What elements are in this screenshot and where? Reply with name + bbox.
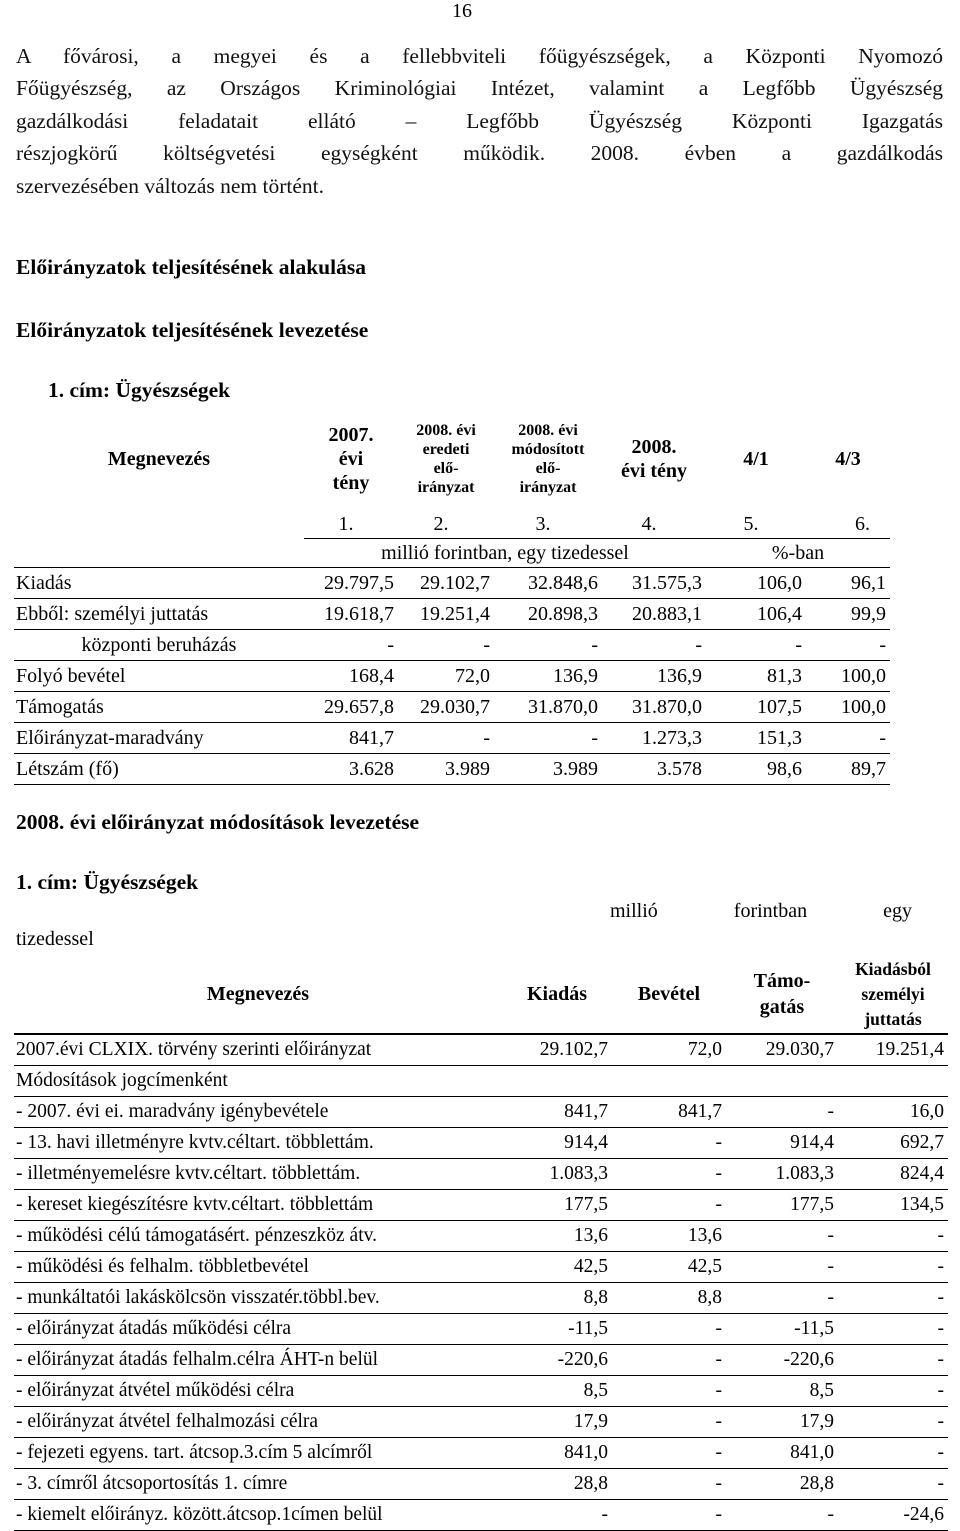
cell-value: 8,8 — [612, 1283, 726, 1314]
cell-value: - — [726, 1283, 838, 1314]
intro-line-text: Főügyészség, az Országos Kriminológiai Intézet, valamint a Legfőbb Ügyészség — [16, 76, 943, 101]
unit-note — [610, 900, 912, 923]
col-number: 1. — [304, 510, 398, 539]
unit-word: millió — [610, 900, 658, 922]
cell-value: 99,9 — [806, 599, 890, 630]
unit-label-percent: %-ban — [706, 539, 890, 568]
cell-value: - — [838, 1283, 948, 1314]
header-personal-expenses: Kiadásból személyi juttatás — [838, 955, 948, 1034]
row-label: Létszám (fő) — [14, 754, 304, 785]
cell-value: 32.848,6 — [494, 568, 602, 599]
col-number: 2. — [398, 510, 494, 539]
column-number-row — [14, 510, 890, 539]
table-row — [14, 1345, 948, 1376]
cell-value: - — [494, 723, 602, 754]
cell-value: 841,7 — [502, 1097, 612, 1128]
cell-value: 29.102,7 — [502, 1034, 612, 1066]
intro-line-text: részjogkörű költségvetési egységként működik. 2008. évben a gazdálkodás — [16, 141, 943, 166]
cell-value: -11,5 — [726, 1314, 838, 1345]
cell-value: -24,6 — [838, 1500, 948, 1531]
table-row — [14, 1314, 948, 1345]
unit-note-continued: tizedessel — [16, 928, 94, 950]
table-row — [14, 723, 890, 754]
intro-line-text: A fővárosi, a megyei és a fellebbviteli főügyészségek, a Központi Nyomozó — [16, 44, 943, 68]
row-label: Támogatás — [14, 692, 304, 723]
unit-row — [14, 539, 890, 568]
table-row — [14, 661, 890, 692]
table-row — [14, 1500, 948, 1531]
cell-value: - — [612, 1376, 726, 1407]
cell-value: 1.273,3 — [602, 723, 706, 754]
unit-label-million: millió forintban, egy tizedessel — [304, 539, 706, 568]
intro-line-text: gazdálkodási feladatait ellátó – Legfőbb Ügyészség Központi Igazgatás — [16, 108, 943, 133]
row-label: - 13. havi illetményre kvtv.céltart. többlettám. — [14, 1128, 502, 1159]
cell-value: 81,3 — [706, 661, 806, 692]
table-row — [14, 1407, 948, 1438]
cell-value: 134,5 — [838, 1190, 948, 1221]
row-label: - fejezeti egyens. tart. átcsop.3.cím 5 alcímről — [14, 1438, 502, 1469]
col-number: 3. — [494, 510, 602, 539]
row-label: - illetményemelésre kvtv.céltart. többlettám. — [14, 1159, 502, 1190]
cell-value: 3.578 — [602, 754, 706, 785]
cell-value: 17,9 — [726, 1407, 838, 1438]
cell-value: -220,6 — [502, 1345, 612, 1376]
cell-value: -11,5 — [502, 1314, 612, 1345]
cell-value: 17,9 — [502, 1407, 612, 1438]
cell-value: - — [612, 1314, 726, 1345]
cell-value: 106,4 — [706, 599, 806, 630]
heading-appropriations-performance: Előirányzatok teljesítésének alakulása — [16, 255, 366, 279]
row-label: - előirányzat átadás felhalm.célra ÁHT-n belül — [14, 1345, 502, 1376]
cell-value: 168,4 — [304, 661, 398, 692]
cell-value: 19.251,4 — [398, 599, 494, 630]
heading-appropriations-derivation: Előirányzatok teljesítésének levezetése — [16, 318, 369, 342]
cell-value: 914,4 — [726, 1128, 838, 1159]
cell-value: - — [612, 1159, 726, 1190]
col-number: 6. — [806, 510, 890, 539]
cell-value: - — [398, 723, 494, 754]
table-row — [14, 692, 890, 723]
cell-value: - — [838, 1469, 948, 1500]
cell-value: 1.083,3 — [726, 1159, 838, 1190]
col-number: 5. — [706, 510, 806, 539]
unit-word: egy — [883, 900, 912, 922]
cell-value: - — [612, 1407, 726, 1438]
row-label: 2007.évi CLXIX. törvény szerinti előirányzat — [14, 1034, 502, 1066]
cell-value: 16,0 — [838, 1097, 948, 1128]
cell-value: - — [612, 1469, 726, 1500]
cell-value: 29.657,8 — [304, 692, 398, 723]
header-name: Megnevezés — [107, 448, 211, 470]
cell-value: -220,6 — [726, 1345, 838, 1376]
header-2008-modified: 2008. évi módosított elő- irányzat — [511, 422, 585, 496]
cell-value: 100,0 — [806, 692, 890, 723]
appropriations-performance-table — [14, 408, 890, 785]
cell-value: 19.251,4 — [838, 1034, 948, 1066]
cell-value: 19.618,7 — [304, 599, 398, 630]
cell-value: 841,0 — [726, 1438, 838, 1469]
cell-value: - — [304, 630, 398, 661]
header-2007-fact: 2007. évi tény — [328, 424, 374, 494]
cell-value: 1.083,3 — [502, 1159, 612, 1190]
cell-value: 8,8 — [502, 1283, 612, 1314]
table-row — [14, 754, 890, 785]
cell-value: 8,5 — [502, 1376, 612, 1407]
cell-value: - — [602, 630, 706, 661]
cell-value: 841,0 — [502, 1438, 612, 1469]
cell-value: 29.030,7 — [726, 1034, 838, 1066]
cell-value: 824,4 — [838, 1159, 948, 1190]
table-row — [14, 1469, 948, 1500]
row-label: - működési és felhalm. többletbevétel — [14, 1252, 502, 1283]
cell-value: - — [838, 1252, 948, 1283]
header-subsidy: Támo- gatás — [726, 955, 838, 1034]
row-label: Előirányzat-maradvány — [14, 723, 304, 754]
cell-value: - — [612, 1128, 726, 1159]
cell-value: 841,7 — [612, 1097, 726, 1128]
cell-value: 42,5 — [502, 1252, 612, 1283]
cell-value: - — [612, 1345, 726, 1376]
table-row — [14, 1128, 948, 1159]
cell-value: - — [706, 630, 806, 661]
table-row — [14, 568, 890, 599]
cell-value: 3.989 — [494, 754, 602, 785]
cell-value: 841,7 — [304, 723, 398, 754]
cell-value — [612, 1066, 726, 1097]
cell-value: - — [726, 1221, 838, 1252]
cell-value: 3.989 — [398, 754, 494, 785]
row-label: - munkáltatói lakáskölcsön visszatér.többl.bev. — [14, 1283, 502, 1314]
cell-value: - — [726, 1500, 838, 1531]
cell-value: 692,7 — [838, 1128, 948, 1159]
row-label: - kiemelt előirányz. között.átcsop.1címen belül — [14, 1500, 502, 1531]
cell-value: - — [838, 1407, 948, 1438]
cell-value: 13,6 — [502, 1221, 612, 1252]
cell-value: 151,3 — [706, 723, 806, 754]
cell-value: 29.797,5 — [304, 568, 398, 599]
table-row — [14, 1283, 948, 1314]
unit-word: forintban — [733, 900, 808, 922]
cell-value: 31.870,0 — [602, 692, 706, 723]
row-label: Módosítások jogcímenként — [14, 1066, 502, 1097]
header-expenditure: Kiadás — [502, 955, 612, 1034]
cell-value: 20.883,1 — [602, 599, 706, 630]
cell-value: 72,0 — [398, 661, 494, 692]
cell-value: - — [612, 1190, 726, 1221]
cell-value: 89,7 — [806, 754, 890, 785]
intro-paragraph — [16, 40, 943, 202]
cell-value: 29.030,7 — [398, 692, 494, 723]
cell-value: - — [838, 1438, 948, 1469]
table-row — [14, 630, 890, 661]
intro-line — [16, 137, 943, 169]
cell-value: - — [838, 1314, 948, 1345]
heading-modifications: 2008. évi előirányzat módosítások levezetése — [16, 810, 420, 834]
cell-value — [726, 1066, 838, 1097]
modifications-table — [14, 955, 948, 1531]
intro-line — [16, 40, 943, 72]
row-label: - előirányzat átvétel felhalmozási célra — [14, 1407, 502, 1438]
row-label: - előirányzat átadás működési célra — [14, 1314, 502, 1345]
table-row — [14, 1221, 948, 1252]
cell-value: 13,6 — [612, 1221, 726, 1252]
intro-line — [16, 105, 943, 137]
cell-value: 100,0 — [806, 661, 890, 692]
cell-value: - — [838, 1221, 948, 1252]
header-ratio-4-1: 4/1 — [743, 448, 769, 470]
cell-value: - — [726, 1252, 838, 1283]
cell-value: 31.575,3 — [602, 568, 706, 599]
header-ratio-4-3: 4/3 — [835, 448, 861, 470]
header-name: Megnevezés — [14, 955, 502, 1034]
intro-line: szervezésében változás nem történt. — [16, 173, 325, 198]
cell-value: - — [612, 1438, 726, 1469]
row-label: - működési célú támogatásért. pénzeszköz átv. — [14, 1221, 502, 1252]
row-label: Kiadás — [14, 568, 304, 599]
cell-value: 177,5 — [502, 1190, 612, 1221]
row-label: - 2007. évi ei. maradvány igénybevétele — [14, 1097, 502, 1128]
header-2008-original: 2008. évi eredeti elő- irányzat — [416, 422, 476, 496]
cell-value: 72,0 — [612, 1034, 726, 1066]
row-label: Ebből: személyi juttatás — [14, 599, 304, 630]
cell-value: 96,1 — [806, 568, 890, 599]
row-label: - 3. címről átcsoportosítás 1. címre — [14, 1469, 502, 1500]
table-row — [14, 1190, 948, 1221]
cell-value: 28,8 — [502, 1469, 612, 1500]
section-title-2: 1. cím: Ügyészségek — [16, 870, 199, 894]
cell-value: - — [502, 1500, 612, 1531]
cell-value: 42,5 — [612, 1252, 726, 1283]
cell-value: 136,9 — [494, 661, 602, 692]
table-row — [14, 599, 890, 630]
cell-value: 29.102,7 — [398, 568, 494, 599]
cell-value: 20.898,3 — [494, 599, 602, 630]
cell-value: 106,0 — [706, 568, 806, 599]
cell-value — [838, 1066, 948, 1097]
cell-value: - — [806, 630, 890, 661]
table-row — [14, 1438, 948, 1469]
section-title-1: 1. cím: Ügyészségek — [48, 378, 231, 402]
row-label: - előirányzat átvétel működési célra — [14, 1376, 502, 1407]
cell-value: - — [838, 1345, 948, 1376]
table-row — [14, 1066, 948, 1097]
table-row — [14, 1034, 948, 1066]
cell-value: 177,5 — [726, 1190, 838, 1221]
header-revenue: Bevétel — [612, 955, 726, 1034]
cell-value: - — [806, 723, 890, 754]
cell-value: 914,4 — [502, 1128, 612, 1159]
cell-value: 3.628 — [304, 754, 398, 785]
cell-value: 98,6 — [706, 754, 806, 785]
cell-value — [502, 1066, 612, 1097]
cell-value: 107,5 — [706, 692, 806, 723]
cell-value: - — [838, 1376, 948, 1407]
row-label: központi beruházás — [14, 630, 304, 661]
cell-value: - — [398, 630, 494, 661]
table-row — [14, 1376, 948, 1407]
cell-value: 8,5 — [726, 1376, 838, 1407]
cell-value: 136,9 — [602, 661, 706, 692]
cell-value: - — [726, 1097, 838, 1128]
page-number: 16 — [452, 0, 472, 22]
header-2008-fact: 2008. évi tény — [620, 436, 688, 482]
table-row — [14, 1159, 948, 1190]
col-number: 4. — [602, 510, 706, 539]
table-row — [14, 1097, 948, 1128]
cell-value: 31.870,0 — [494, 692, 602, 723]
cell-value: - — [612, 1500, 726, 1531]
intro-line — [16, 72, 943, 104]
table-row — [14, 1252, 948, 1283]
row-label: - kereset kiegészítésre kvtv.céltart. többlettám — [14, 1190, 502, 1221]
row-label: Folyó bevétel — [14, 661, 304, 692]
cell-value: - — [494, 630, 602, 661]
cell-value: 28,8 — [726, 1469, 838, 1500]
